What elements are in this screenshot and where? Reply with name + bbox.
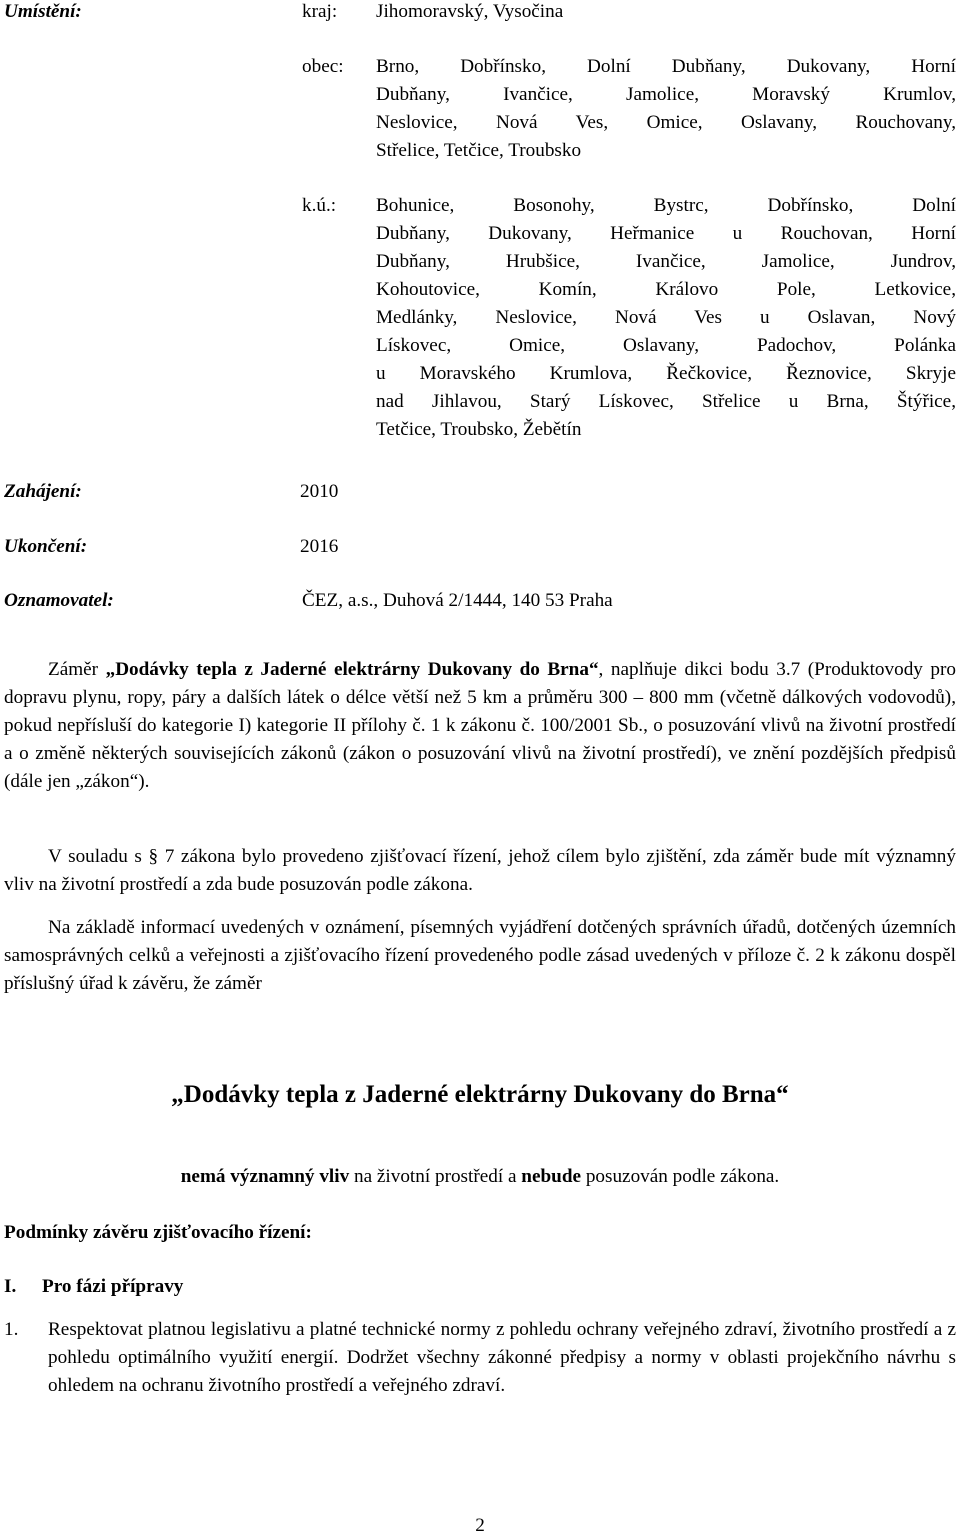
kraj-value: Jihomoravský, Vysočina bbox=[376, 1, 564, 22]
ku-line: Bohunice, Bosonohy, Bystrc, Dobřínsko, Dolní bbox=[376, 195, 956, 216]
ku-line: Lískovec, Omice, Oslavany, Padochov, Polánka bbox=[376, 335, 956, 356]
ku-line: Dubňany, Dukovany, Heřmanice u Rouchovan, Horní bbox=[376, 223, 956, 244]
obec-list bbox=[376, 53, 956, 165]
page-number: 2 bbox=[475, 1515, 485, 1536]
ku-line: nad Jihlavou, Starý Lískovec, Střelice u Brna, Štýřice, bbox=[376, 391, 956, 412]
kraj-label: kraj: bbox=[302, 1, 338, 22]
obec-label: obec: bbox=[302, 56, 344, 77]
ku-line: u Moravského Krumlova, Řečkovice, Řeznovice, Skryje bbox=[376, 363, 956, 384]
p1-project-title: „Dodávky tepla z Jaderné elektrárny Dukovany do Brna“ bbox=[105, 659, 599, 680]
oznamovatel-label: Oznamovatel: bbox=[4, 590, 114, 611]
p1-prefix: Záměr bbox=[48, 659, 106, 680]
obec-line: Střelice, Tetčice, Troubsko bbox=[376, 140, 582, 161]
p1-text: , naplňuje dikci bodu 3.7 (Produktovody pro dopravu plynu, ropy, páry a dalších látek o délce větší než 5 km a průměru 300 – 800 mm (včetně dálkových vodovodů), pokud nepřísluší do kategorie I) kategorie II přílohy č. 1 k zákonu č. 100/2001 Sb., o posuzování vlivů na životní prostředí a o změně některých souvisejících zákonů (zákon o posuzování vlivů na životní prostředí), ve znění pozdějších předpisů (dále jen „zákon“). bbox=[4, 659, 956, 792]
umisteni-label: Umístění: bbox=[4, 1, 82, 22]
section-title: Pro fázi přípravy bbox=[42, 1276, 184, 1297]
conclusion-text-2: posuzován podle zákona. bbox=[581, 1166, 780, 1187]
paragraph-procedure: V souladu s § 7 zákona bylo provedeno zjišťovací řízení, jehož cílem bylo zjištění, zda záměr bude mít významný vliv na životní prostředí a zda bude posuzován podle zákona. bbox=[4, 846, 956, 895]
paragraph-conclusion-intro: Na základě informací uvedených v oznámení, písemných vyjádření dotčených správních úřadů, dotčených územních samosprávných celků a veřejnosti a zjišťovacího řízení provedeného podle zásad uvedených v příloze č. 2 k zákonu dospěl příslušný úřad k závěru, že záměr bbox=[4, 917, 956, 994]
conclusion-text-1: na životní prostředí a bbox=[349, 1166, 522, 1187]
obec-line: Brno, Dobřínsko, Dolní Dubňany, Dukovany, Horní bbox=[376, 56, 956, 77]
zahajeni-label: Zahájení: bbox=[4, 481, 82, 502]
project-headline: „Dodávky tepla z Jaderné elektrárny Dukovany do Brna“ bbox=[171, 1081, 789, 1108]
obec-line: Dubňany, Ivančice, Jamolice, Moravský Krumlov, bbox=[376, 84, 956, 105]
item-1-text: Respektovat platnou legislativu a platné technické normy z pohledu ochrany veřejného zdraví, životního prostředí a z pohledu optimálního využití energií. Dodržet všechny zákonné předpisy a normy v oblasti projekčního návrhu s ohledem na ochranu životního prostředí a veřejného zdraví. bbox=[48, 1319, 956, 1396]
ku-line: Medlánky, Neslovice, Nová Ves u Oslavan, Nový bbox=[376, 307, 956, 328]
ku-list bbox=[376, 192, 956, 444]
conditions-heading: Podmínky závěru zjišťovacího řízení: bbox=[4, 1222, 312, 1243]
ku-line: Kohoutovice, Komín, Královo Pole, Letkovice, bbox=[376, 279, 956, 300]
paragraph-intent bbox=[4, 656, 956, 796]
ukonceni-label: Ukončení: bbox=[4, 536, 88, 557]
conclusion-statement bbox=[0, 1163, 960, 1191]
ku-line: Tetčice, Troubsko, Žebětín bbox=[376, 419, 582, 440]
zahajeni-value: 2010 bbox=[300, 481, 339, 502]
conclusion-bold-2: nebude bbox=[521, 1166, 582, 1187]
conclusion-bold-1: nemá významný vliv bbox=[180, 1166, 350, 1187]
item-1-number: 1. bbox=[4, 1319, 19, 1340]
ukonceni-value: 2016 bbox=[300, 536, 339, 557]
section-number: I. bbox=[4, 1276, 17, 1297]
ku-label: k.ú.: bbox=[302, 195, 337, 216]
obec-line: Neslovice, Nová Ves, Omice, Oslavany, Rouchovany, bbox=[376, 112, 956, 133]
oznamovatel-value: ČEZ, a.s., Duhová 2/1444, 140 53 Praha bbox=[302, 590, 613, 611]
ku-line: Dubňany, Hrubšice, Ivančice, Jamolice, Jundrov, bbox=[376, 251, 956, 272]
